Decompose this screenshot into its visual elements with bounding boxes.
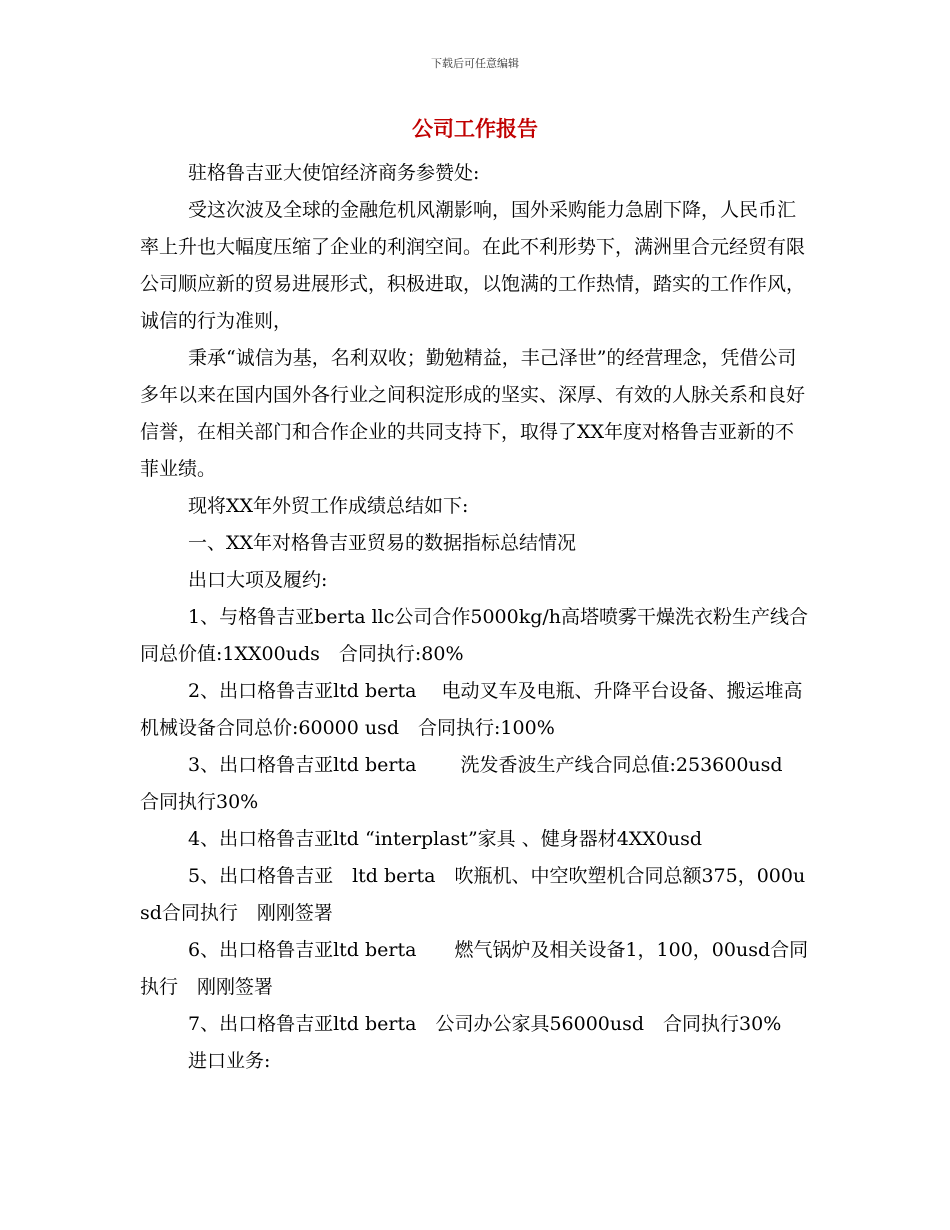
export-item-4: 4、出口格鲁吉亚ltd “interplast”家具 、健身器材4XX0usd xyxy=(188,828,703,850)
document-title: 公司工作报告 xyxy=(412,116,538,141)
export-item-7: 7、出口格鲁吉亚ltd berta 公司办公家具56000usd 合同执行30% xyxy=(188,1013,782,1035)
subheading-import: 进口业务: xyxy=(188,1050,271,1072)
export-item-6: 6、出口格鲁吉亚ltd berta 燃气锅炉及相关设备1，100，00usd合同执行 刚刚签署 xyxy=(140,939,809,998)
export-item-1: 1、与格鲁吉亚berta llc公司合作5000kg/h高塔喷雾干燥洗衣粉生产线合同总价值:1XX00uds 合同执行:80% xyxy=(140,606,809,665)
paragraph-addressee: 驻格鲁吉亚大使馆经济商务参赞处: xyxy=(188,162,480,184)
export-item-5: 5、出口格鲁吉亚 ltd berta 吹瓶机、中空吹塑机合同总额375，000usd合同执行 刚刚签署 xyxy=(140,865,806,924)
paragraph-intro: 受这次波及全球的金融危机风潮影响，国外采购能力急剧下降，人民币汇率上升也大幅度压缩了企业的利润空间。在此不利形势下，满洲里合元经贸有限公司顺应新的贸易进展形式，积极进取，以饱满的工作热情，踏实的工作作风，诚信的行为准则， xyxy=(140,199,806,332)
paragraph-philosophy: 秉承“诚信为基，名利双收；勤勉精益，丰己泽世”的经营理念，凭借公司多年以来在国内国外各行业之间积淀形成的坚实、深厚、有效的人脉关系和良好信誉，在相关部门和合作企业的共同支持下，取得了XX年度对格鲁吉亚新的不菲业绩。 xyxy=(140,347,806,480)
header-note: 下载后可任意编辑 xyxy=(431,57,519,70)
paragraph-summary-lead: 现将XX年外贸工作成绩总结如下: xyxy=(188,495,469,517)
export-item-2: 2、出口格鲁吉亚ltd berta 电动叉车及电瓶、升降平台设备、搬运堆高机械设备合同总价:60000 usd 合同执行:100% xyxy=(140,680,803,739)
section-heading-1: 一、XX年对格鲁吉亚贸易的数据指标总结情况 xyxy=(188,532,577,554)
subheading-export: 出口大项及履约: xyxy=(188,569,328,591)
document-body xyxy=(140,155,812,1080)
export-item-3: 3、出口格鲁吉亚ltd berta 洗发香波生产线合同总值:253600usd 合同执行30% xyxy=(140,754,802,813)
